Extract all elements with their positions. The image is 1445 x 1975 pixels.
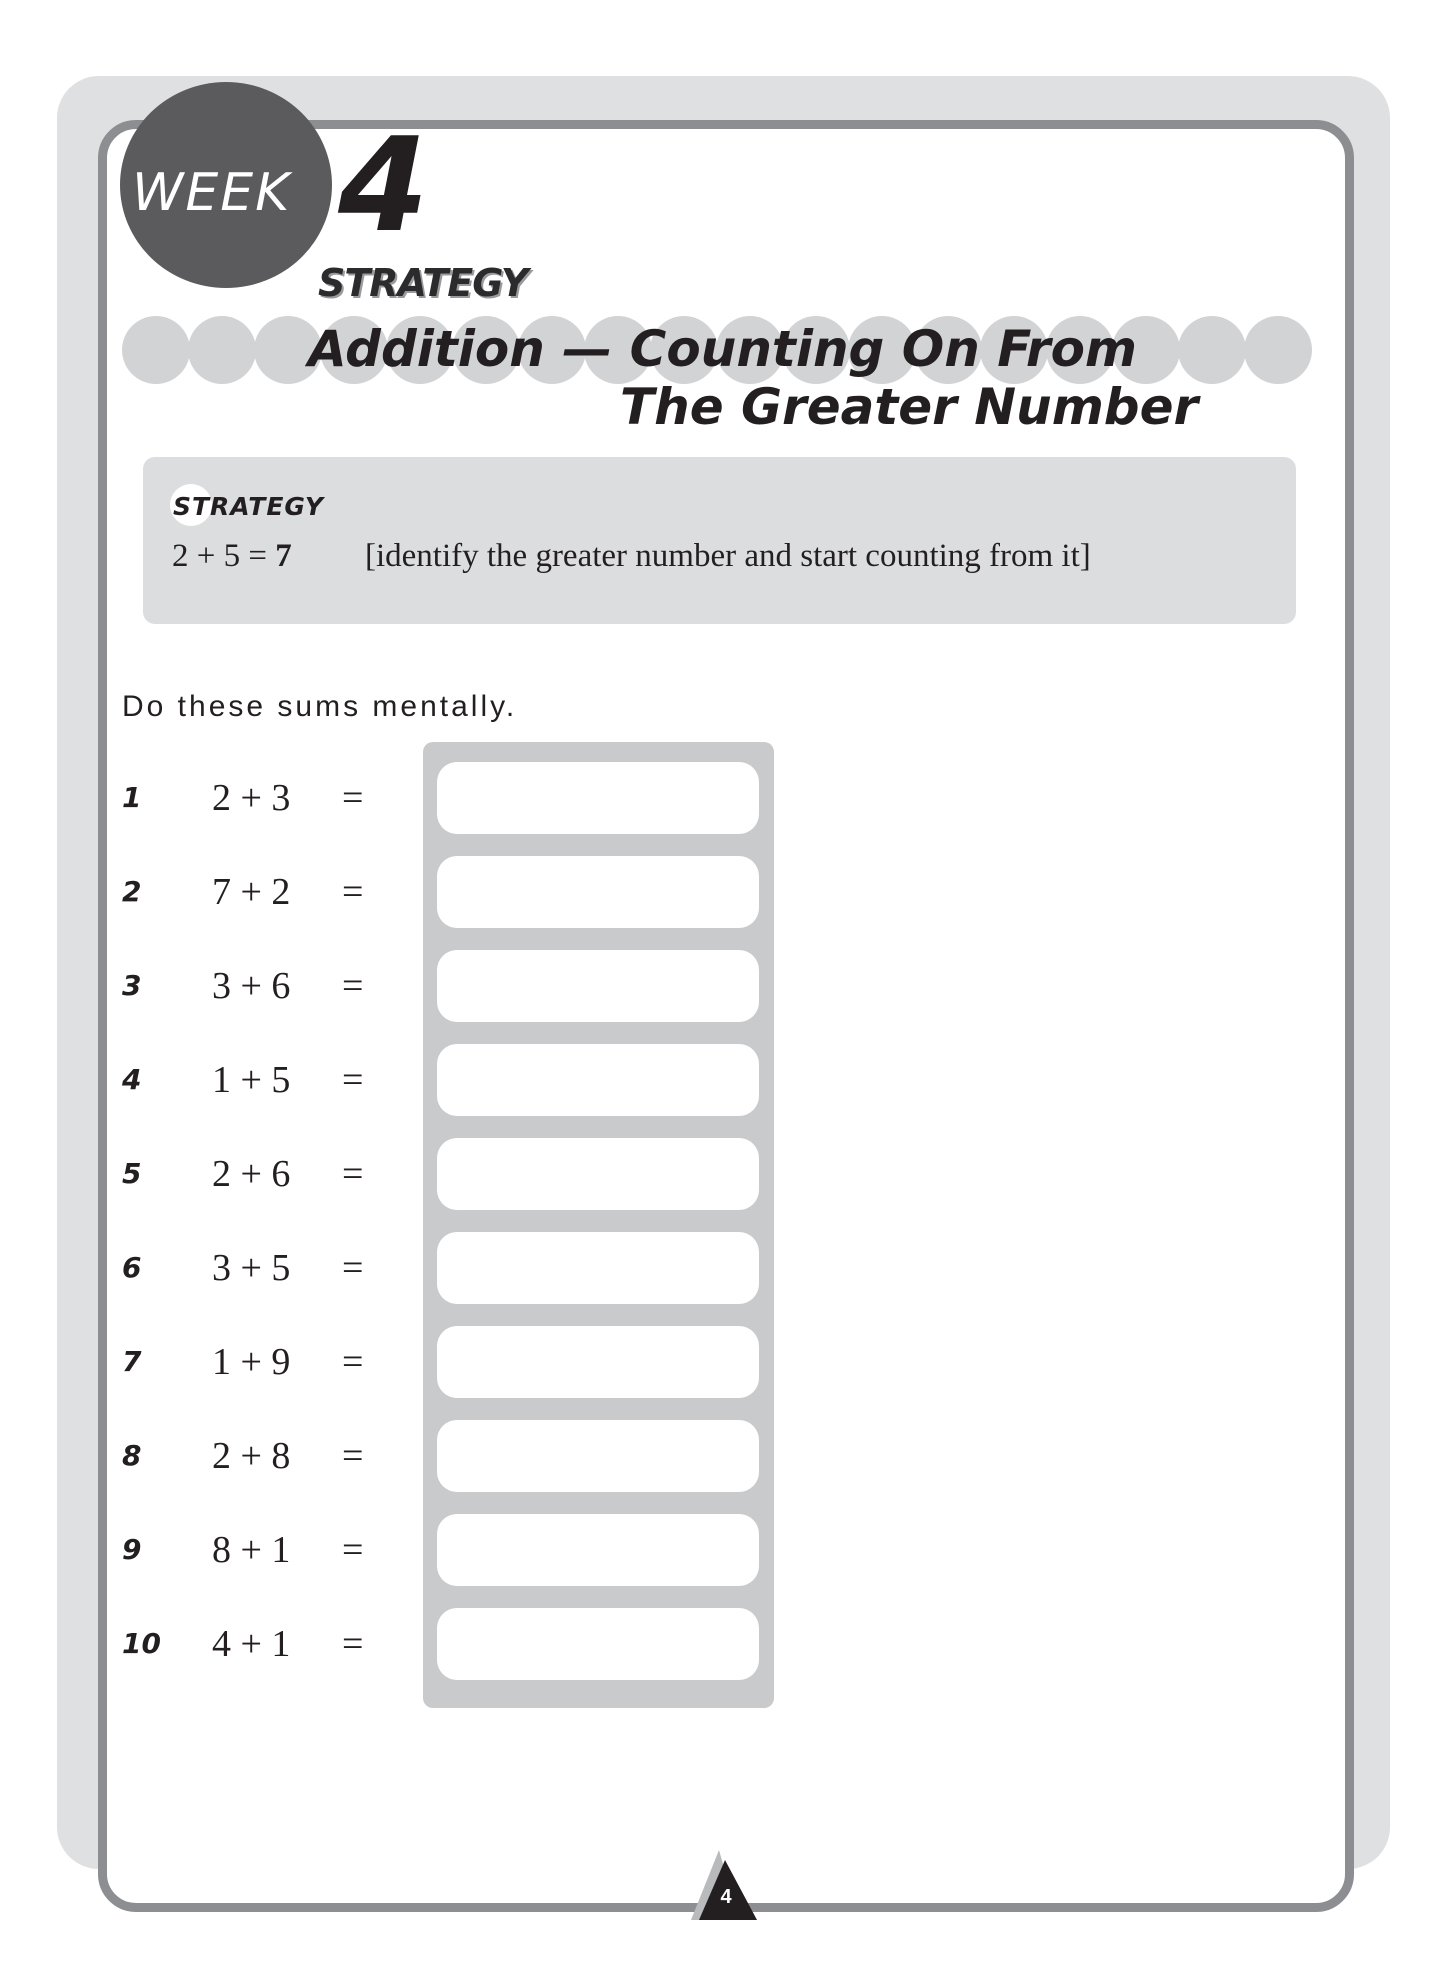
sum-row — [0, 856, 1445, 928]
sum-expression: 2 + 3 — [212, 777, 291, 819]
sum-expression: 1 + 9 — [212, 1341, 291, 1383]
strategy-example-equation: 2 + 5 = — [172, 538, 276, 574]
page-number: 4 — [720, 1886, 732, 1908]
equals-sign: = — [342, 1435, 364, 1477]
strategy-banner: STRATEGY — [318, 261, 528, 305]
sum-expression: 8 + 1 — [212, 1529, 291, 1571]
sum-number: 8 — [122, 1439, 142, 1472]
equals-sign: = — [342, 1153, 364, 1195]
strategy-example — [172, 536, 292, 576]
equals-sign: = — [342, 1059, 364, 1101]
sum-number: 2 — [122, 875, 142, 908]
sum-expression: 3 + 5 — [212, 1247, 291, 1289]
sum-row — [0, 1420, 1445, 1492]
sum-row — [0, 950, 1445, 1022]
week-number: 4 — [338, 109, 429, 261]
sum-number: 5 — [122, 1157, 142, 1190]
sum-row — [0, 1138, 1445, 1210]
page-title-line-1: Addition — Counting On From — [308, 320, 1138, 378]
answer-input[interactable] — [437, 762, 759, 834]
answer-input[interactable] — [437, 856, 759, 928]
equals-sign: = — [342, 871, 364, 913]
equals-sign: = — [342, 1247, 364, 1289]
answer-input[interactable] — [437, 1044, 759, 1116]
sum-expression: 2 + 8 — [212, 1435, 291, 1477]
sum-number: 10 — [122, 1627, 161, 1660]
answer-input[interactable] — [437, 1138, 759, 1210]
sum-number: 1 — [122, 781, 142, 814]
equals-sign: = — [342, 1341, 364, 1383]
sum-row — [0, 1232, 1445, 1304]
sum-row — [0, 762, 1445, 834]
equals-sign: = — [342, 1529, 364, 1571]
strategy-example-answer: 7 — [275, 538, 292, 574]
sum-row — [0, 1326, 1445, 1398]
equals-sign: = — [342, 777, 364, 819]
sum-expression: 2 + 6 — [212, 1153, 291, 1195]
sum-expression: 7 + 2 — [212, 871, 291, 913]
week-label: WEEK — [132, 163, 292, 223]
sum-number: 3 — [122, 969, 142, 1002]
equals-sign: = — [342, 965, 364, 1007]
sum-row — [0, 1044, 1445, 1116]
strategy-note: [identify the greater number and start counting from it] — [365, 538, 1091, 574]
answer-input[interactable] — [437, 950, 759, 1022]
strategy-heading: STRATEGY — [173, 492, 325, 521]
sum-number: 9 — [122, 1533, 142, 1566]
sum-number: 6 — [122, 1251, 142, 1284]
sum-row — [0, 1514, 1445, 1586]
answer-input[interactable] — [437, 1514, 759, 1586]
sum-number: 4 — [122, 1063, 142, 1096]
sum-expression: 1 + 5 — [212, 1059, 291, 1101]
sum-expression: 3 + 6 — [212, 965, 291, 1007]
sum-number: 7 — [122, 1345, 142, 1378]
answer-input[interactable] — [437, 1420, 759, 1492]
answer-input[interactable] — [437, 1608, 759, 1680]
sum-row — [0, 1608, 1445, 1680]
answer-input[interactable] — [437, 1326, 759, 1398]
equals-sign: = — [342, 1623, 364, 1665]
sum-expression: 4 + 1 — [212, 1623, 291, 1665]
answer-input[interactable] — [437, 1232, 759, 1304]
instruction-text: Do these sums mentally. — [122, 690, 518, 723]
page-title-line-2: The Greater Number — [620, 378, 1199, 436]
